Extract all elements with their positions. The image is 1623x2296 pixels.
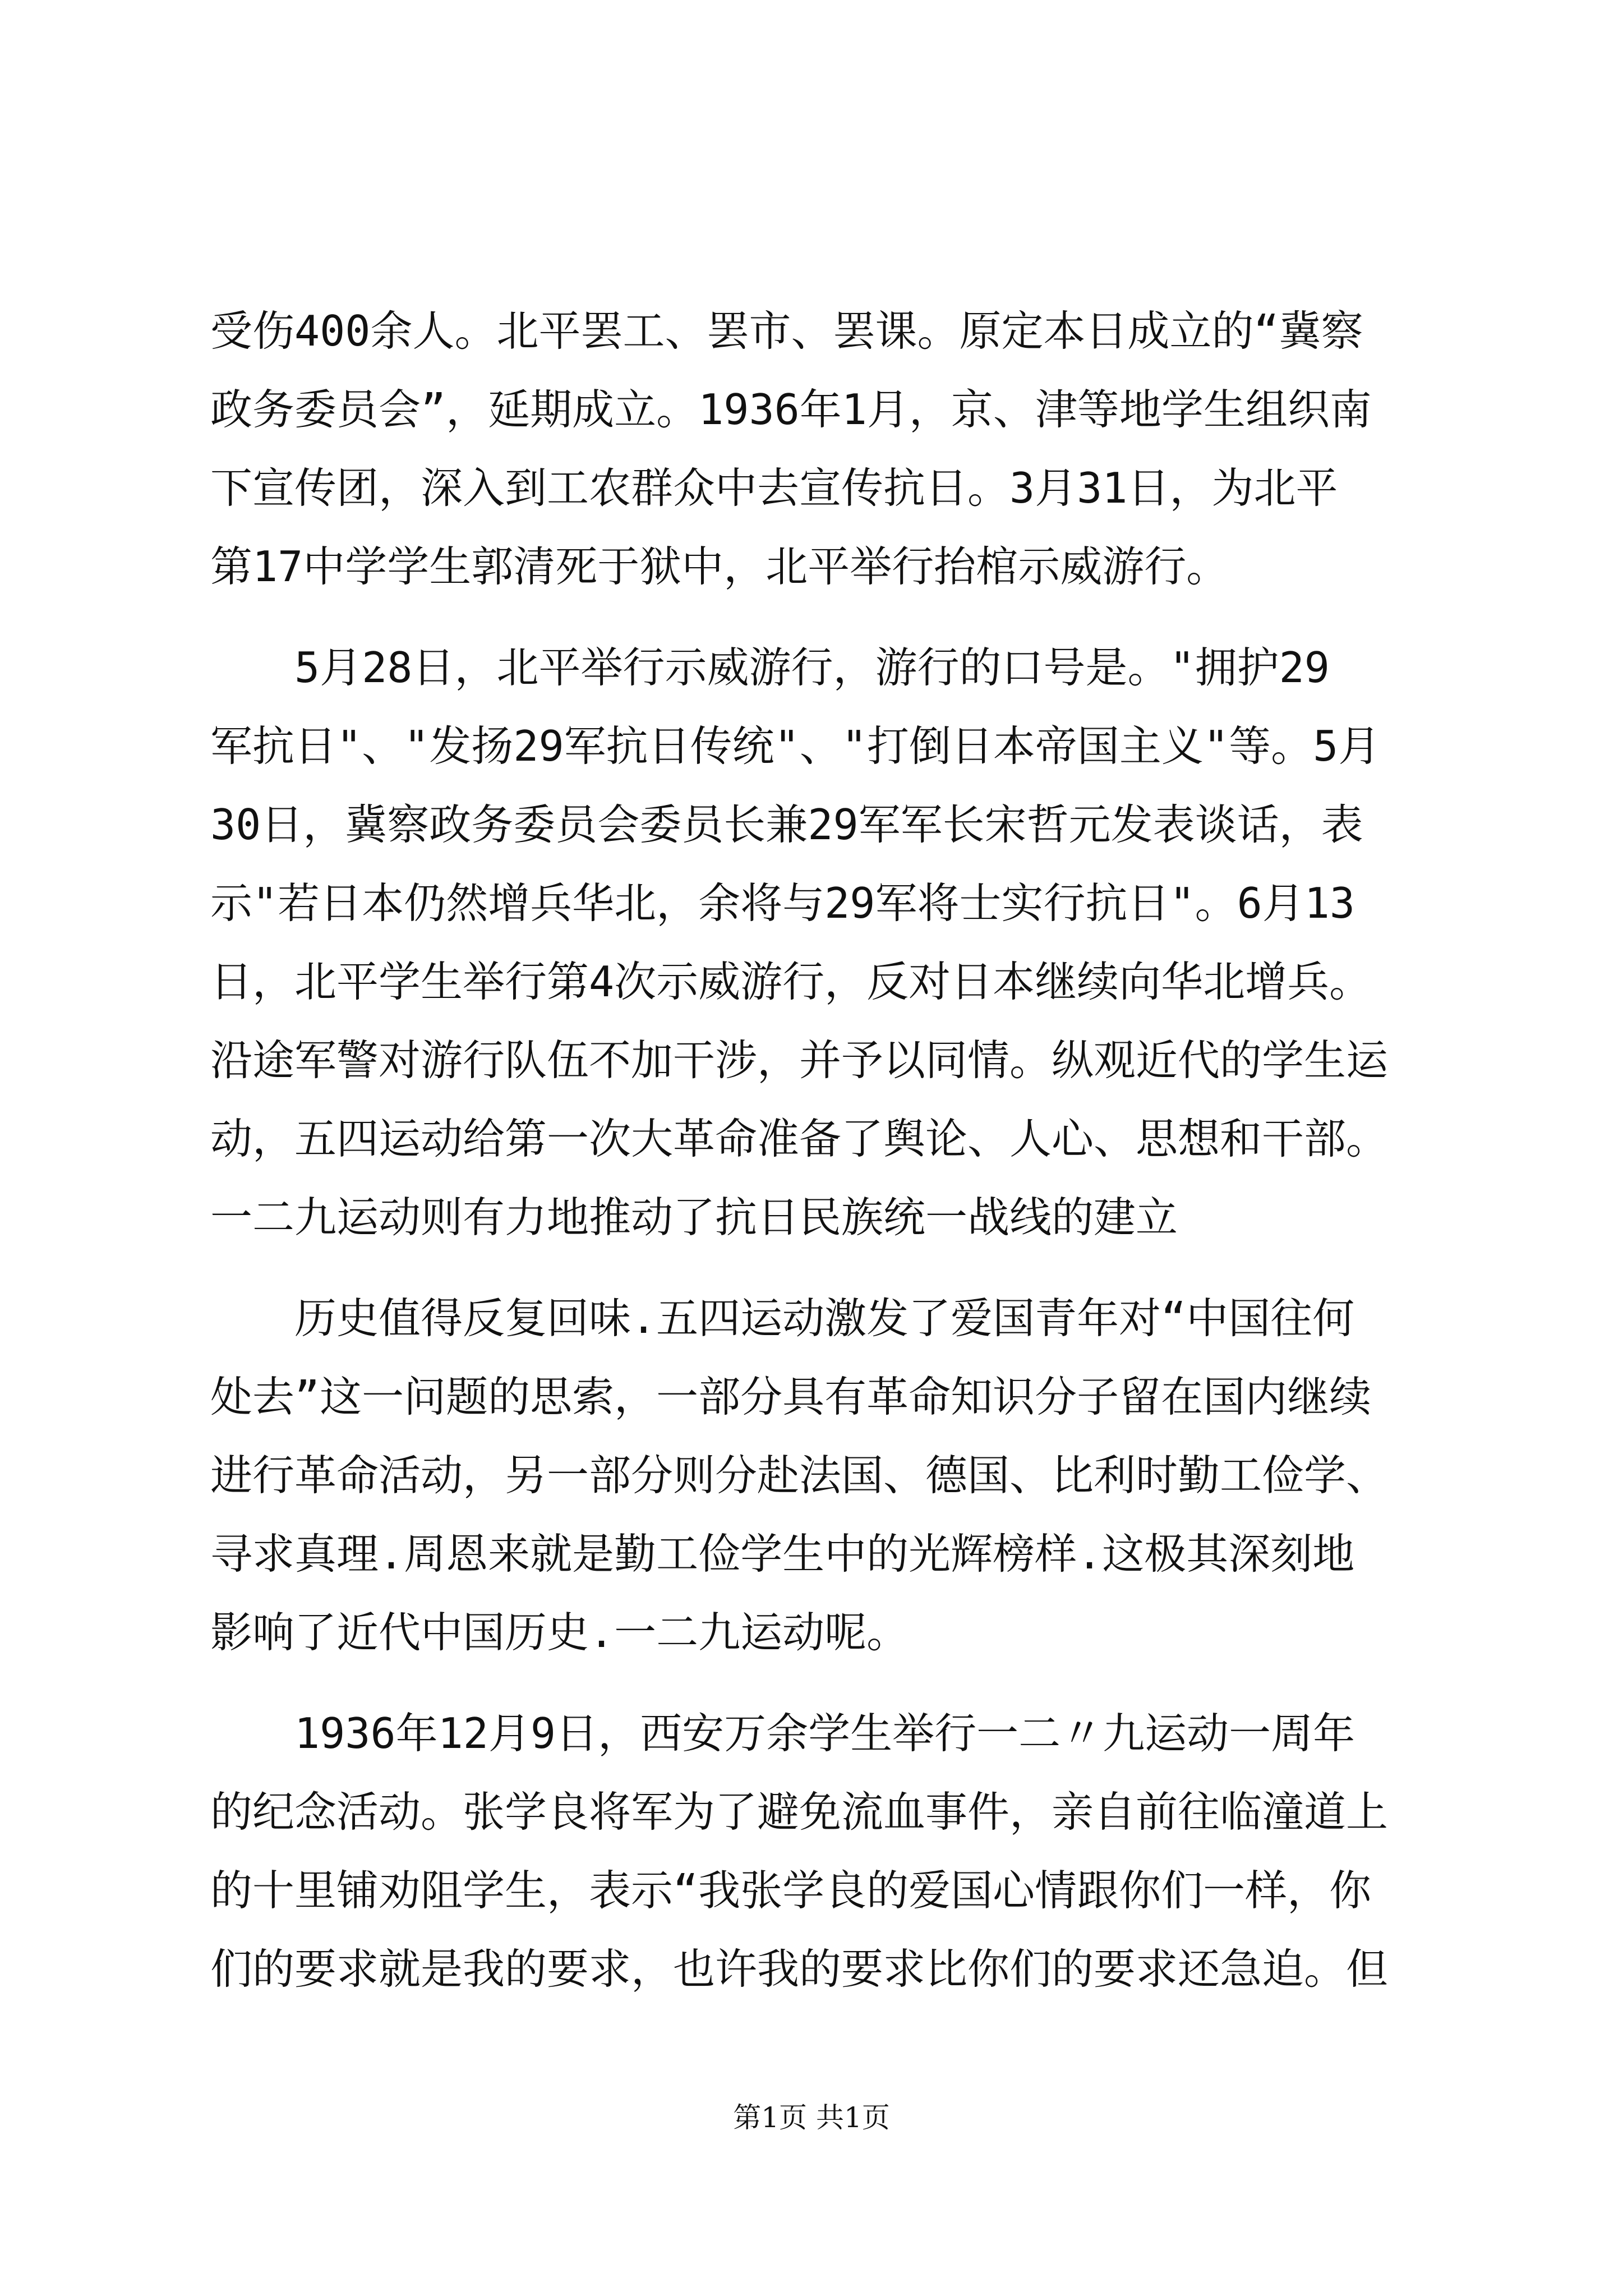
text-line: 影响了近代中国历史.一二九运动呢。 (210, 1608, 909, 1657)
paragraph (210, 1279, 1422, 1672)
text-line: 沿途军警对游行队伍不加干涉，并予以同情。纵观近代的学生运 (210, 1036, 1389, 1085)
text-line: 政务委员会”，延期成立。1936年1月，京、津等地学生组织南 (210, 385, 1372, 434)
paragraph-gap (210, 1257, 1422, 1279)
paragraph (210, 292, 1422, 606)
text-line: 5月28日，北平举行示威游行，游行的口号是。"拥护29 (210, 643, 1330, 692)
text-line: 们的要求就是我的要求，也许我的要求比你们的要求还急迫。但 (210, 1944, 1389, 1994)
text-line: 进行革命活动，另一部分则分赴法国、德国、比利时勤工俭学、 (210, 1451, 1389, 1500)
paragraph-gap (210, 1672, 1422, 1694)
text-line: 动，五四运动给第一次大革命准备了舆论、人心、思想和干部。 (210, 1114, 1389, 1163)
text-line: 1936年12月9日，西安万余学生举行一二〃九运动一周年 (210, 1709, 1355, 1758)
text-line: 第17中学学生郭清死于狱中，北平举行抬棺示威游行。 (210, 542, 1229, 591)
text-line: 的十里铺劝阻学生，表示“我张学良的爱国心情跟你们一样，你 (210, 1866, 1372, 1915)
text-line: 历史值得反复回味.五四运动激发了爱国青年对“中国往何 (210, 1294, 1355, 1343)
text-line: 示"若日本仍然增兵华北，余将与29军将士实行抗日"。6月13 (210, 878, 1355, 928)
document-body (210, 292, 1422, 2008)
page-number-footer: 第1页 共1页 (733, 2101, 890, 2134)
paragraph (210, 628, 1422, 1257)
text-line: 下宣传团，深入到工农群众中去宣传抗日。3月31日，为北平 (210, 463, 1338, 513)
text-line: 一二九运动则有力地推动了抗日民族统一战线的建立 (210, 1193, 1178, 1242)
text-line: 军抗日"、"发扬29军抗日传统"、"打倒日本帝国主义"等。5月 (210, 721, 1381, 771)
text-line: 受伤400余人。北平罢工、罢市、罢课。原定本日成立的“冀察 (210, 306, 1363, 356)
paragraph-gap (210, 606, 1422, 628)
text-line: 的纪念活动。张学良将军为了避免流血事件，亲自前往临潼道上 (210, 1787, 1389, 1837)
text-line: 处去”这一问题的思索，一部分具有革命知识分子留在国内继续 (210, 1372, 1372, 1421)
text-line: 寻求真理.周恩来就是勤工俭学生中的光辉榜样.这极其深刻地 (210, 1529, 1355, 1579)
text-line: 日，北平学生举行第4次示威游行，反对日本继续向华北增兵。 (210, 957, 1372, 1006)
text-line: 30日，冀察政务委员会委员长兼29军军长宋哲元发表谈话，表 (210, 800, 1363, 849)
paragraph (210, 1694, 1422, 2008)
